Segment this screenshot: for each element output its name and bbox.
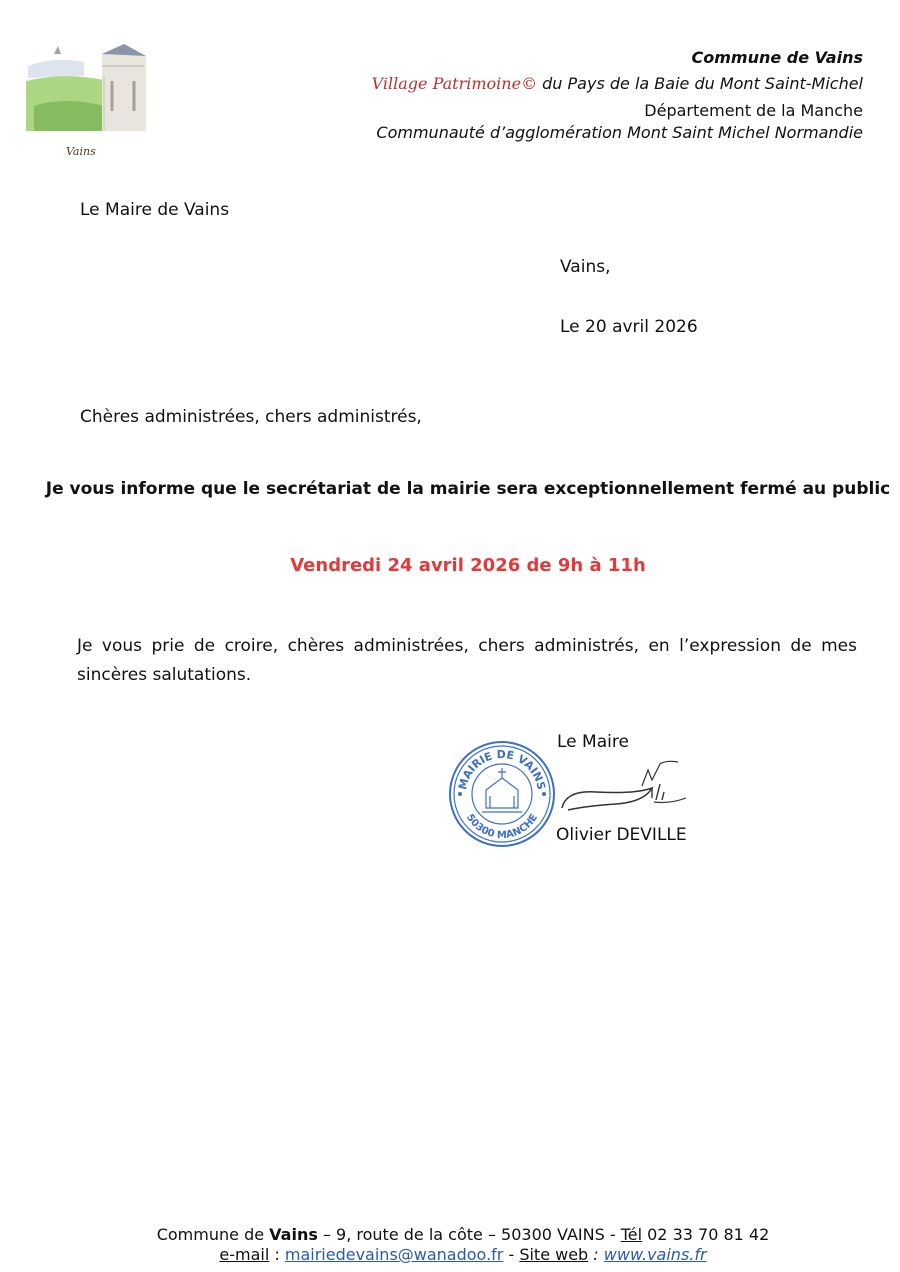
footer-prefix: Commune de [156,1225,270,1244]
salutation: Chères administrées, chers administrés, [80,407,422,427]
sender: Le Maire de Vains [80,200,230,220]
footer-site-sep: : [588,1245,604,1264]
closing-paragraph: Je vous prie de croire, chères administrées, chers administrés, en l’expression de mes sincères salutations. [77,636,857,685]
footer-tel: 02 33 70 81 42 [642,1225,770,1244]
handwritten-signature [556,758,696,818]
village-rest: du Pays de la Baie du Mont Saint-Michel [537,74,863,93]
header-department: Département de la Manche [644,101,863,120]
mairie-stamp [446,738,558,850]
footer-site-link[interactable]: www.vains.fr [603,1245,707,1264]
letter-place: Vains, [560,257,611,277]
footer-contact-line [0,1245,900,1264]
header-community: Communauté d’agglomération Mont Saint Michel Normandie [376,123,863,142]
stamp-emblem [482,768,522,812]
letter-date: Le 20 avril 2026 [560,317,698,337]
header-village [372,74,863,93]
footer-address-line [0,1225,900,1244]
svg-text:50300 MANCHE [464,812,540,841]
announcement: Je vous informe que le secrétariat de la mairie sera exceptionnellement fermé au public [45,479,891,499]
signature-title: Le Maire [557,732,629,752]
closure-date: Vendredi 24 avril 2026 de 9h à 11h [290,555,646,576]
village-logo [24,36,154,136]
footer-site-label: Site web [519,1245,589,1264]
village-patrimoine-label: Village Patrimoine© [371,74,538,93]
footer-email-sep: : [269,1245,285,1264]
footer-sep: - [503,1245,520,1264]
logo-caption: Vains [66,145,96,158]
header-commune: Commune de Vains [691,48,863,67]
stamp-bottom-text: 50300 MANCHE [463,812,541,842]
footer-email-label: e-mail [219,1245,270,1264]
footer-email-link[interactable]: mairiedevains@wanadoo.fr [284,1245,504,1264]
footer-tel-label: Tél [620,1225,643,1244]
signatory-name: Olivier DEVILLE [556,825,687,845]
footer-address: – 9, route de la côte – 50300 VAINS - [317,1225,621,1244]
footer-commune: Vains [269,1225,318,1244]
stamp-top-text: MAIRIE DE VAINS [456,747,548,792]
